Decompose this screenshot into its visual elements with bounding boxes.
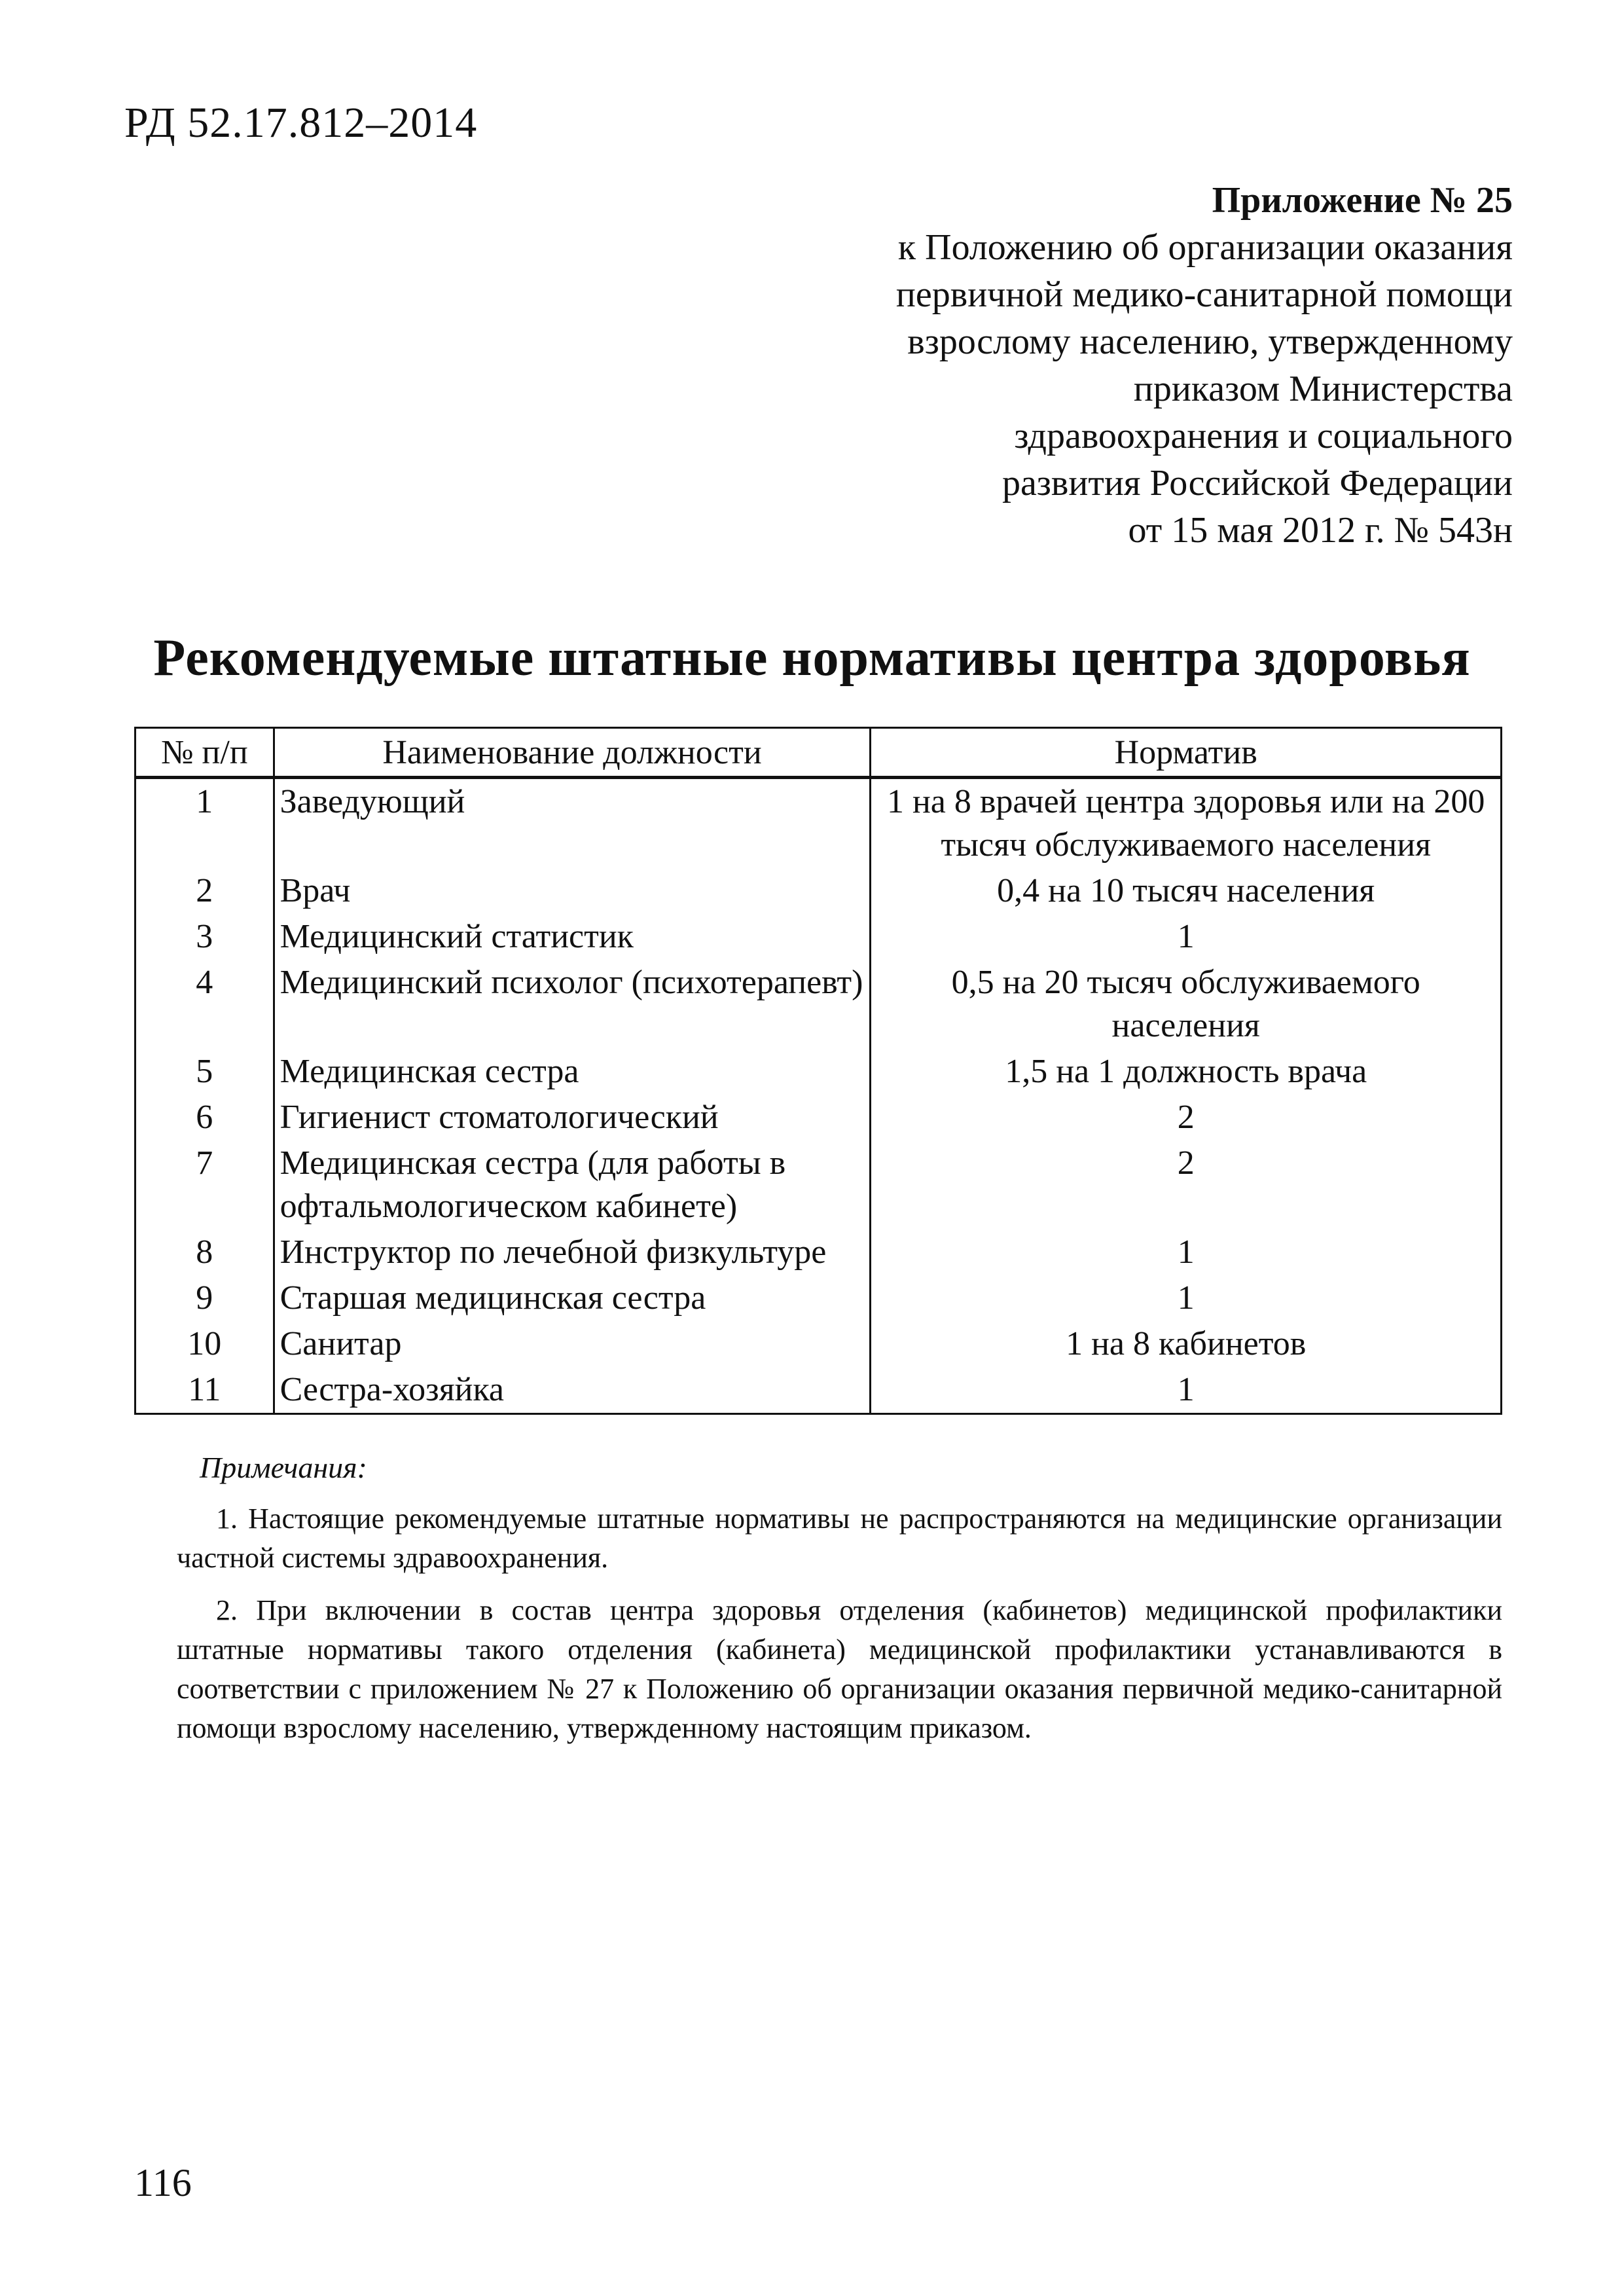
position-name: Заведующий — [274, 778, 871, 869]
appendix-line: здравоохранения и социального — [1014, 416, 1513, 456]
position-name: Сестра-хозяйка — [274, 1367, 871, 1414]
appendix-line: от 15 мая 2012 г. № 543н — [1128, 510, 1513, 551]
page-number: 116 — [134, 2161, 192, 2204]
appendix-line: развития Российской Федерации — [1001, 463, 1513, 503]
norm-value: 1 на 8 кабинетов — [871, 1321, 1502, 1367]
position-name: Старшая медицинская сестра — [274, 1275, 871, 1321]
table-row — [135, 868, 1502, 914]
position-name: Медицинская сестра (для работы в офтальмологическом кабинете) — [274, 1140, 871, 1230]
appendix-line: приказом Министерства — [1133, 369, 1513, 409]
row-number: 4 — [135, 960, 274, 1049]
row-number: 6 — [135, 1095, 274, 1140]
row-number: 3 — [135, 914, 274, 960]
norm-value: 1 на 8 врачей центра здоровья или на 200 тысяч обслуживаемого населения — [871, 778, 1502, 869]
position-name: Медицинская сестра — [274, 1049, 871, 1095]
table-row — [135, 1095, 1502, 1140]
note-item: 1. Настоящие рекомендуемые штатные нормативы не распространяются на медицинские организации частной системы здравоохранения. — [177, 1503, 1502, 1574]
note-item: 2. При включении в состав центра здоровья отделения (кабинетов) медицинской профилактики штатные нормативы такого отделения (кабинета) медицинской профилактики устанавливаются в соответствии с приложением № 27 к Положению об организации оказания первичной медико-санитарной помощи взрослому населению, утвержденному настоящим приказом. — [177, 1594, 1502, 1744]
row-number: 11 — [135, 1367, 274, 1414]
norm-value: 2 — [871, 1140, 1502, 1230]
norm-value: 1 — [871, 914, 1502, 960]
position-name: Санитар — [274, 1321, 871, 1367]
appendix-block — [596, 177, 1513, 554]
row-number: 8 — [135, 1230, 274, 1275]
table-row — [135, 1140, 1502, 1230]
table-row — [135, 914, 1502, 960]
document-code: РД 52.17.812–2014 — [124, 99, 478, 147]
appendix-line: к Положению об организации оказания — [897, 227, 1513, 268]
appendix-line: взрослому населению, утвержденному — [907, 321, 1513, 362]
row-number: 2 — [135, 868, 274, 914]
table-row — [135, 1049, 1502, 1095]
staffing-norms-table — [134, 727, 1502, 1415]
column-header-position: Наименование должности — [274, 728, 871, 778]
norm-value: 1,5 на 1 должность врача — [871, 1049, 1502, 1095]
page-title: Рекомендуемые штатные нормативы центра здоровья — [153, 629, 1471, 687]
norm-value: 0,4 на 10 тысяч населения — [871, 868, 1502, 914]
position-name: Гигиенист стоматологический — [274, 1095, 871, 1140]
norm-value: 1 — [871, 1275, 1502, 1321]
position-name: Врач — [274, 868, 871, 914]
norm-value: 0,5 на 20 тысяч обслуживаемого населения — [871, 960, 1502, 1049]
table-row — [135, 778, 1502, 869]
table-row — [135, 1230, 1502, 1275]
table-row — [135, 1367, 1502, 1414]
row-number: 10 — [135, 1321, 274, 1367]
position-name: Медицинский психолог (психотерапевт) — [274, 960, 871, 1049]
row-number: 1 — [135, 778, 274, 869]
norm-value: 1 — [871, 1230, 1502, 1275]
table-header-row — [135, 728, 1502, 778]
appendix-line: первичной медико-санитарной помощи — [895, 274, 1513, 315]
notes-title: Примечания: — [200, 1451, 367, 1484]
norm-value: 2 — [871, 1095, 1502, 1140]
table-row — [135, 1275, 1502, 1321]
table-row — [135, 1321, 1502, 1367]
row-number: 9 — [135, 1275, 274, 1321]
appendix-title: Приложение № 25 — [1212, 180, 1513, 221]
row-number: 5 — [135, 1049, 274, 1095]
table-row — [135, 960, 1502, 1049]
column-header-number: № п/п — [135, 728, 274, 778]
row-number: 7 — [135, 1140, 274, 1230]
position-name: Медицинский статистик — [274, 914, 871, 960]
norm-value: 1 — [871, 1367, 1502, 1414]
position-name: Инструктор по лечебной физкультуре — [274, 1230, 871, 1275]
column-header-norm: Норматив — [871, 728, 1502, 778]
